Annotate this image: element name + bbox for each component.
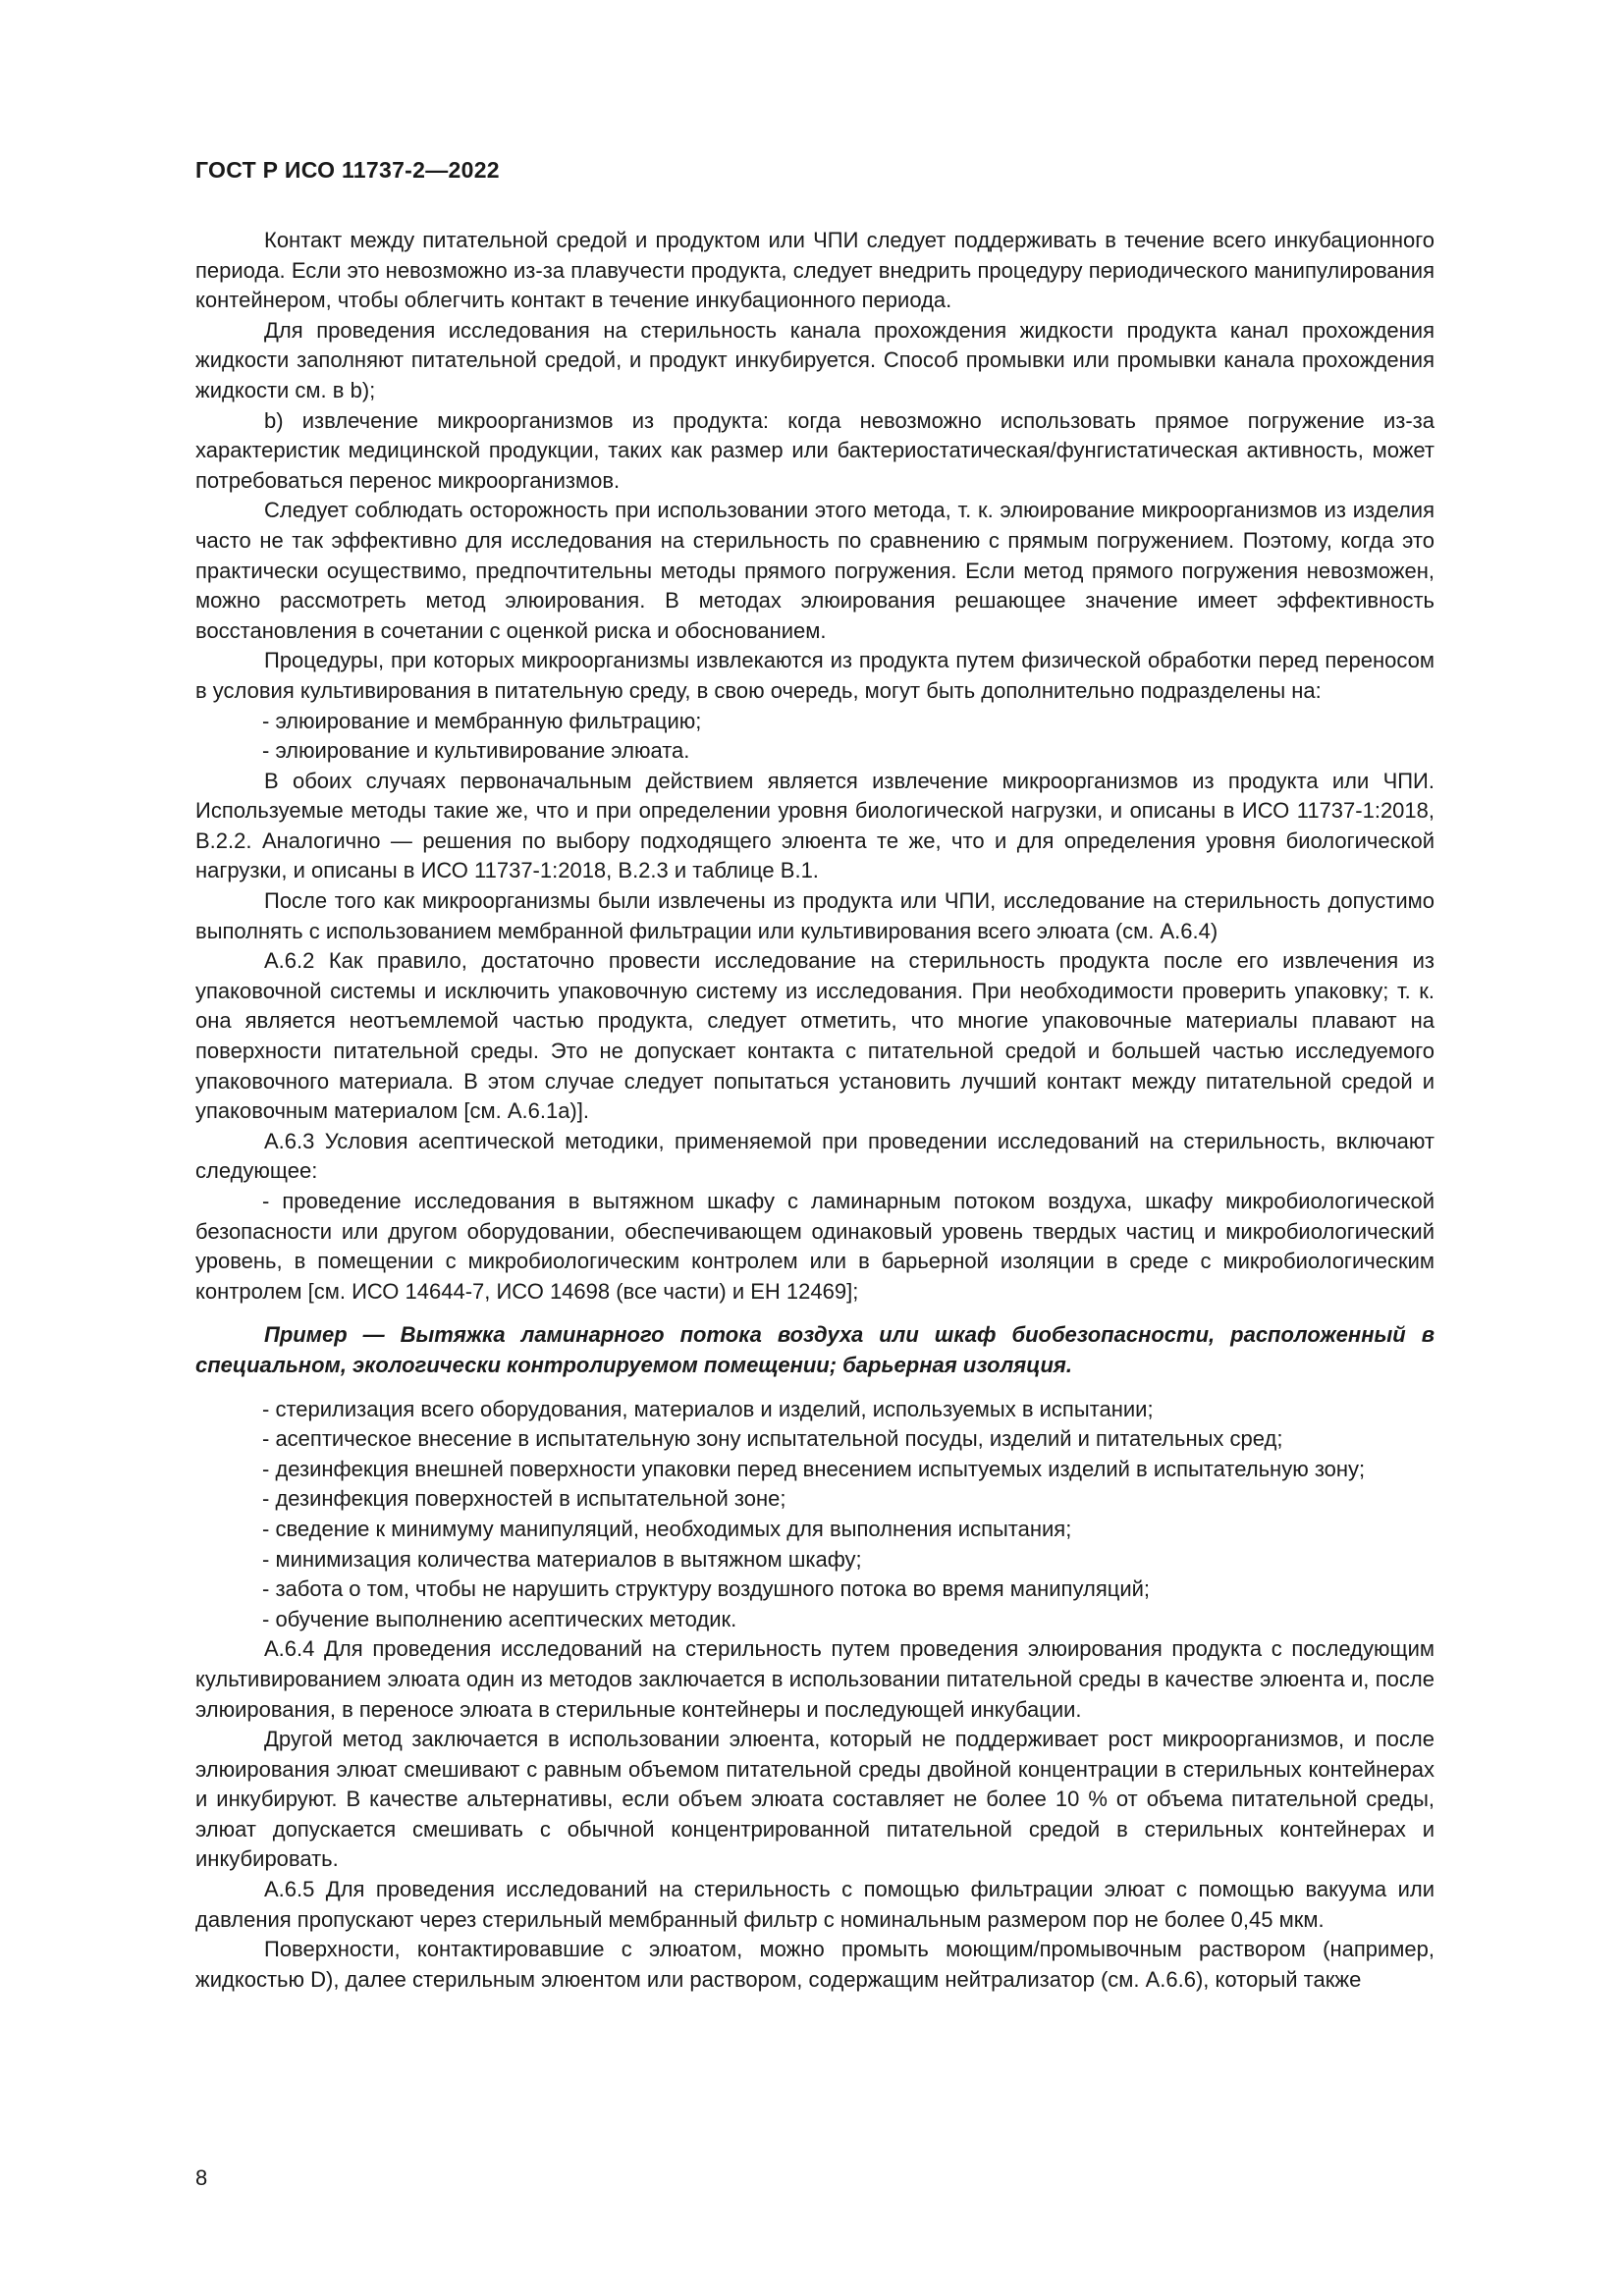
paragraph: Для проведения исследования на стерильность канала прохождения жидкости продукта канал прохождения жидкости заполняют питательной средой, и продукт инкубируется. Способ промывки или промывки канала прохождения жидкости см. в b); bbox=[195, 317, 1435, 402]
list-item: - забота о том, чтобы не нарушить структуру воздушного потока во время манипуляций; bbox=[262, 1576, 1151, 1602]
paragraph: А.6.4 Для проведения исследований на стерильность путем проведения элюирования продукта с последующим культивированием элюата один из методов заключается в использовании питательной среды в качестве элюента и, после элюирования, в переносе элюата в стерильные контейнеры и последующей инкубации. bbox=[195, 1636, 1435, 1722]
list-item: - дезинфекция поверхностей в испытательной зоне; bbox=[262, 1486, 786, 1512]
list-item: - стерилизация всего оборудования, материалов и изделий, используемых в испытании; bbox=[262, 1396, 1154, 1421]
document-header: ГОСТ Р ИСО 11737-2—2022 bbox=[195, 157, 500, 183]
paragraph: Процедуры, при которых микроорганизмы извлекаются из продукта путем физической обработки перед переносом в условия культивирования в питательную среду, в свою очередь, могут быть дополнительно подразделены на: bbox=[195, 648, 1435, 703]
paragraph: Следует соблюдать осторожность при использовании этого метода, т. к. элюирование микроорганизмов из изделия часто не так эффективно для исследования на стерильность по сравнению с прямым погружением. Поэтому, когда это практически осуществимо, предпочтительны методы прямого погружения. Если метод прямого погружения невозможен, можно рассмотреть метод элюирования. В методах элюирования решающее значение имеет эффективность восстановления в сочетании с оценкой риска и обоснованием. bbox=[195, 498, 1435, 643]
example-note: Пример — Вытяжка ламинарного потока воздуха или шкаф биобезопасности, расположенный в специальном, экологически контролируемом помещении; барьерная изоляция. bbox=[195, 1322, 1435, 1377]
list-item: - элюирование и мембранную фильтрацию; bbox=[262, 708, 702, 733]
document-body bbox=[195, 226, 1435, 1995]
paragraph: Другой метод заключается в использовании элюента, который не поддерживает рост микроорганизмов, и после элюирования элюат смешивают с равным объемом питательной среды двойной концентрации в стерильных контейнерах и инкубируют. В качестве альтернативы, если объем элюата составляет не более 10 % от объема питательной среды, элюат допускается смешивать с обычной концентрированной питательной средой в стерильных контейнерах и инкубировать. bbox=[195, 1727, 1435, 1872]
paragraph: А.6.3 Условия асептической методики, применяемой при проведении исследований на стерильность, включают следующее: bbox=[195, 1128, 1435, 1184]
paragraph: А.6.2 Как правило, достаточно провести исследование на стерильность продукта после его извлечения из упаковочной системы и исключить упаковочную систему из исследования. При необходимости проверить упаковку; т. к. она является неотъемлемой частью продукта, следует отметить, что многие упаковочные материалы плавают на поверхности питательной среды. Это не допускает контакта с питательной средой и большей частью исследуемого упаковочного материала. В этом случае следует попытаться установить лучший контакт между питательной средой и упаковочным материалом [см. А.6.1а)]. bbox=[195, 948, 1435, 1124]
list-item: - сведение к минимуму манипуляций, необходимых для выполнения испытания; bbox=[262, 1516, 1072, 1541]
list-item: - элюирование и культивирование элюата. bbox=[262, 738, 690, 764]
list-item: - дезинфекция внешней поверхности упаковки перед внесением испытуемых изделий в испытательную зону; bbox=[262, 1456, 1366, 1481]
list-item: - обучение выполнению асептических методик. bbox=[262, 1606, 737, 1631]
paragraph: После того как микроорганизмы были извлечены из продукта или ЧПИ, исследование на стерильность допустимо выполнять с использованием мембранной фильтрации или культивирования всего элюата (см. А.6.4) bbox=[195, 888, 1435, 943]
paragraph: Поверхности, контактировавшие с элюатом, можно промыть моющим/промывочным раствором (например, жидкостью D), далее стерильным элюентом или раствором, содержащим нейтрализатор (см. А.6.6), который также bbox=[195, 1937, 1435, 1992]
paragraph: В обоих случаях первоначальным действием является извлечение микроорганизмов из продукта или ЧПИ. Используемые методы такие же, что и при определении уровня биологической нагрузки, и описаны в ИСО 11737-1:2018, В.2.2. Аналогично — решения по выбору подходящего элюента те же, что и для определения уровня биологической нагрузки, и описаны в ИСО 11737-1:2018, В.2.3 и таблице В.1. bbox=[195, 768, 1435, 883]
paragraph: b) извлечение микроорганизмов из продукта: когда невозможно использовать прямое погружение из-за характеристик медицинской продукции, таких как размер или бактериостатическая/фунгистатическая активность, может потребоваться перенос микроорганизмов. bbox=[195, 407, 1435, 493]
list-item: - минимизация количества материалов в вытяжном шкафу; bbox=[262, 1546, 862, 1572]
list-item: - асептическое внесение в испытательную зону испытательной посуды, изделий и питательных сред; bbox=[262, 1426, 1283, 1452]
paragraph: Контакт между питательной средой и продуктом или ЧПИ следует поддерживать в течение всего инкубационного периода. Если это невозможно из-за плавучести продукта, следует внедрить процедуру периодического манипулирования контейнером, чтобы облегчить контакт в течение инкубационного периода. bbox=[195, 228, 1435, 313]
list-item: - проведение исследования в вытяжном шкафу с ламинарным потоком воздуха, шкафу микробиологической безопасности или другом оборудовании, обеспечивающем одинаковый уровень твердых частиц и микробиологический уровень, в помещении с микробиологическим контролем или в барьерной изоляции в среде с микробиологическим контролем [см. ИСО 14644-7, ИСО 14698 (все части) и ЕН 12469]; bbox=[195, 1189, 1435, 1304]
paragraph: А.6.5 Для проведения исследований на стерильность с помощью фильтрации элюат с помощью вакуума или давления пропускают через стерильный мембранный фильтр с номинальным размером пор не более 0,45 мкм. bbox=[195, 1877, 1435, 1932]
page-number: 8 bbox=[195, 2165, 208, 2190]
